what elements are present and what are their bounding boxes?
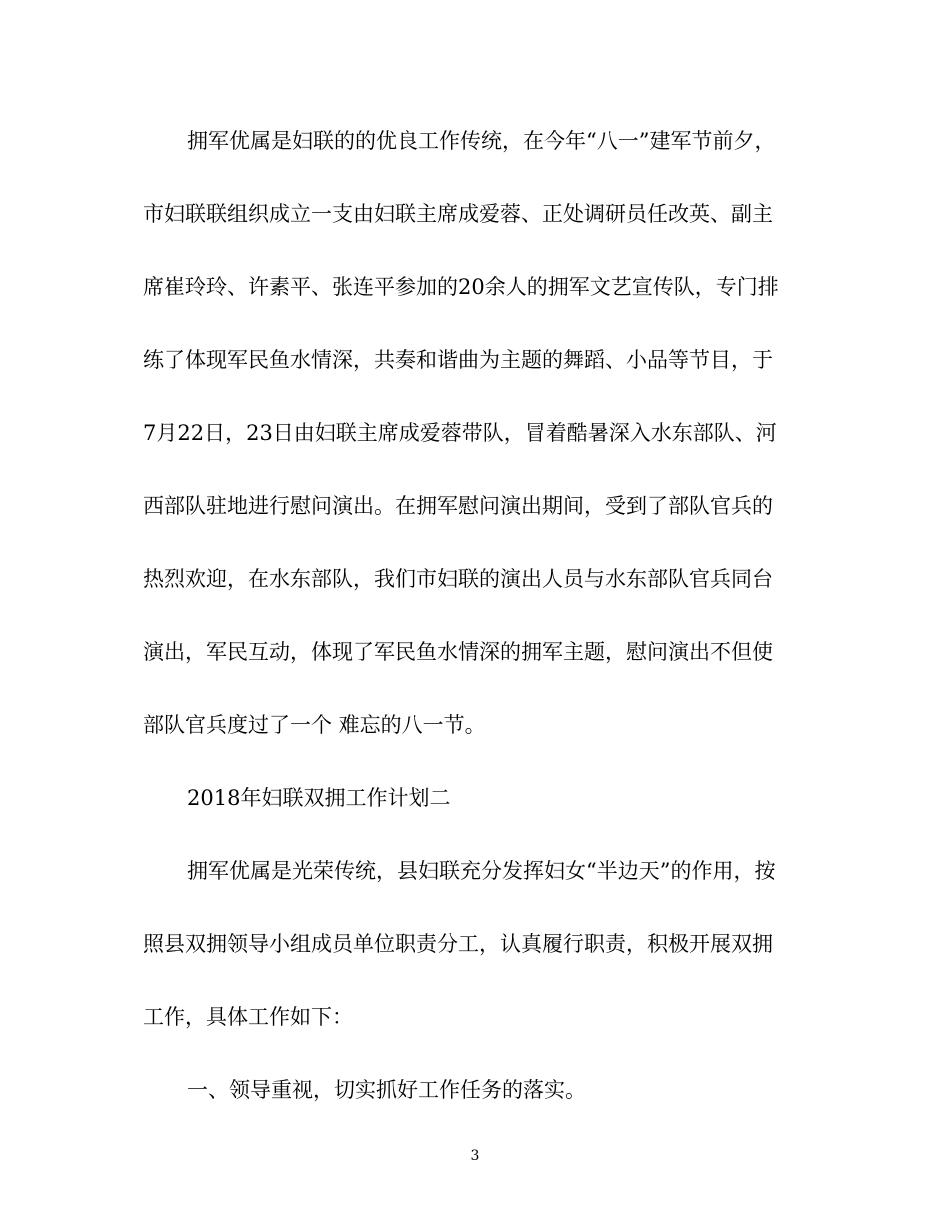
paragraph-line: 照县双拥领导小组成员单位职责分工，认真履行职责，积极开展双拥 [143,932,773,956]
section-heading: 2018年妇联双拥工作计划二 [187,786,451,810]
page-number: 3 [470,1148,480,1164]
paragraph-line: 西部队驻地进行慰问演出。在拥军慰问演出期间，受到了部队官兵的 [143,494,773,518]
paragraph-line: 热烈欢迎，在水东部队，我们市妇联的演出人员与水东部队官兵同台 [143,567,773,591]
paragraph-line: 拥军优属是妇联的的优良工作传统，在今年“八一”建军节前夕， [187,129,776,153]
subsection-heading: 一、领导重视，切实抓好工作任务的落实。 [187,1078,586,1102]
paragraph-line: 市妇联联组织成立一支由妇联主席成爱蓉、正处调研员任改英、副主 [143,202,773,226]
paragraph-line: 部队官兵度过了一个 难忘的八一节。 [143,713,486,737]
paragraph-line: 7月22日，23日由妇联主席成爱蓉带队，冒着酷暑深入水东部队、河 [143,421,777,445]
document-body [143,117,813,1139]
paragraph-line: 拥军优属是光荣传统，县妇联充分发挥妇女“半边天”的作用，按 [187,859,776,883]
paragraph-line: 工作，具体工作如下： [143,1005,353,1029]
paragraph-line: 演出，军民互动，体现了军民鱼水情深的拥军主题，慰问演出不但使 [143,640,773,664]
paragraph-line: 练了体现军民鱼水情深，共奏和谐曲为主题的舞蹈、小品等节目，于 [143,348,773,372]
paragraph-line: 席崔玲玲、许素平、张连平参加的20余人的拥军文艺宣传队，专门排 [143,275,779,299]
